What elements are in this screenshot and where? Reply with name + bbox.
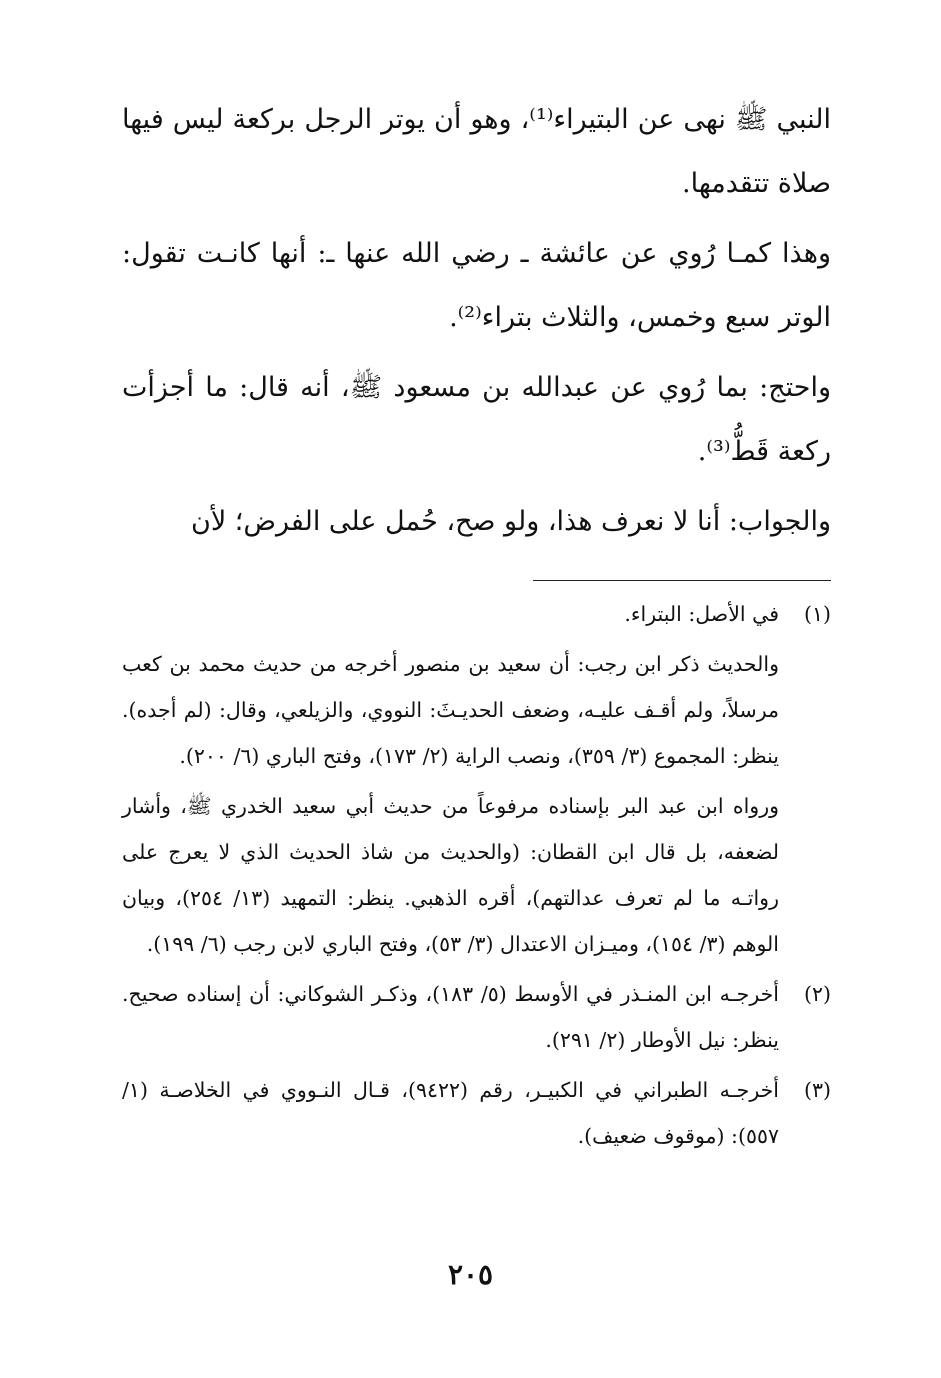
footnote-divider [533,580,831,581]
footnote-1 [122,591,831,971]
main-paragraph: والجواب: أنا لا نعرف هذا، ولو صح، حُمل على الفرض؛ لأن [191,506,831,537]
footnote-2 [122,971,831,1067]
footnote-body [122,591,779,971]
footnote-3 [122,1067,831,1163]
footnote-marker: (٢) [803,982,831,1006]
footnote-paragraph: ورواه ابن عبد البر بإسناده مرفوعاً من حديث أبي سعيد الخدري ﷺ، وأشار لضعفه، بل قال ابن القطان: (والحديث من شاذ الحديث الذي لا يعرج على رواتـه ما لم تعرف عدالتهم)، أقره الذهبي. ينظر: التمهيد (١٣/ ٢٥٤)، وبيان الوهم (٣/ ١٥٤)، وميـزان الاعتدال (٣/ ٥٣)، وفتح الباري لابن رجب (٦/ ١٩٩). [122,794,779,956]
footnote-paragraph: في الأصل: البتراء. [624,602,779,626]
main-text [122,88,831,554]
footnote-marker: (٣) [803,1078,831,1102]
footnote-marker: (١) [803,602,831,626]
footnote-body [122,971,779,1067]
footnotes [122,591,831,1163]
main-paragraph: واحتج: بما رُوي عن عبدالله بن مسعود ﷺ، أنه قال: ما أجزأت ركعة قَطُّ⁽³⁾. [122,372,831,467]
page-number: ٢٠٥ [447,1258,494,1291]
footnote-paragraph: أخرجـه ابن المنـذر في الأوسط (٥/ ١٨٣)، وذكـر الشوكاني: أن إسناده صحيح. ينظر: نيل الأوطار (٢/ ٢٩١). [122,982,779,1052]
main-paragraph: النبي ﷺ نهى عن البتيراء⁽¹⁾، وهو أن يوتر الرجل بركعة ليس فيها صلاة تتقدمها. [122,104,832,199]
footnote-body [122,1067,779,1163]
main-paragraph: وهذا كمـا رُوي عن عائشة ـ رضي الله عنها ـ: أنها كانـت تقول: الوتر سبع وخمس، والثلاث بتراء⁽²⁾. [122,238,831,333]
footnote-paragraph: أخرجـه الطبراني في الكبيـر، رقم (٩٤٢٢)، قـال النـووي في الخلاصـة (١/ ٥٥٧): (موقوف ضعيف). [122,1078,779,1148]
footnote-paragraph: والحديث ذكر ابن رجب: أن سعيد بن منصور أخرجه من حديث محمد بن كعب مرسلاً، ولم أقـف عليـه، وضعف الحديـثَ: النووي، والزيلعي، وقال: (لم أجده). ينظر: المجموع (٣/ ٣٥٩)، ونصب الراية (٢/ ١٧٣)، وفتح الباري (٦/ ٢٠٠). [122,652,779,768]
